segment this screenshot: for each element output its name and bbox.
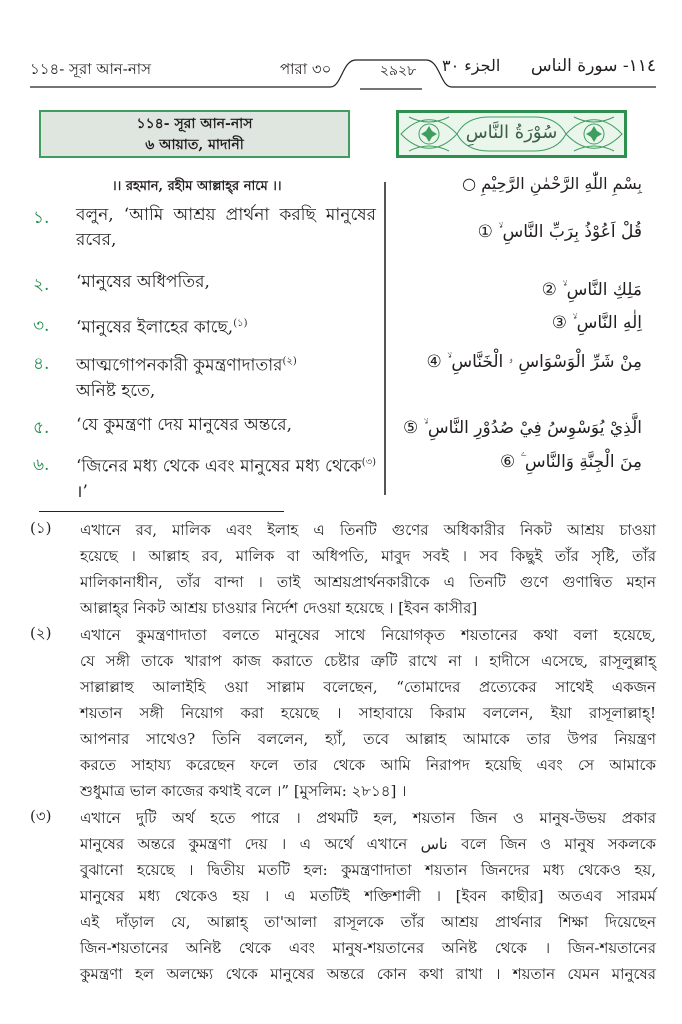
- ornamental-title-box: [396, 110, 627, 158]
- verse-text-cont: অনিষ্ট হতে,: [76, 380, 156, 401]
- verse-number: ২.: [33, 275, 50, 295]
- verse-arabic: مِنَ الْجِنَّةِ وَالنَّاسِ ۧ ⑥: [499, 452, 642, 472]
- surah-title: ১১৪- সূরা আন-নাস: [136, 116, 253, 132]
- footnote-number: (১): [30, 519, 52, 537]
- verse-number: ৪.: [33, 354, 50, 374]
- footnote-line: আল্লাহ্‌র নিকট আশ্রয় চাওয়ার নির্দেশ দেওয়া হয়েছে । [ইবন কাসীর]: [80, 599, 478, 617]
- ornamental-title-ar: سُوْرَةُ النَّاسِ: [465, 122, 558, 143]
- footnote-line: করতে সাহায্য করেছেন ফলে তার থেকে আমি নিরাপদ হয়েছি এবং সে আমাকে: [80, 756, 656, 774]
- footnote-line: শয়তান সঙ্গী নিয়োগ করা হয়েছে । সাহাবায়ে কিরাম বললেন, ইয়া রাসূলাল্লাহ্‌!: [80, 704, 656, 722]
- surah-info: ৬ আয়াত, মাদানী: [145, 137, 244, 153]
- header-surah-ar: ١١٤- سورة الناس: [530, 56, 656, 76]
- verse-translation: [76, 349, 376, 404]
- verse-text: ‘মানুষের অধিপতির,: [76, 272, 210, 292]
- header-surah-bn: ১১৪- সূরা আন-নাস: [30, 60, 152, 78]
- footnote-line: কুমন্ত্রণা হল অলক্ষ্যে থেকে মানুষের অন্তরে কোন কথা রাখা । শয়তান যেমন মানুষের: [80, 965, 656, 983]
- verse-translation: [76, 413, 376, 438]
- verse-number: ৫.: [33, 418, 50, 438]
- verse-text: বলুন, ‘আমি আশ্রয় প্রার্থনা করছি মানুষের রবের,: [76, 205, 376, 250]
- verse-translation: [76, 203, 376, 253]
- footnote-ref[interactable]: (৩): [361, 457, 376, 468]
- footnote-ref[interactable]: (১): [233, 318, 248, 329]
- column-divider: [384, 182, 386, 495]
- verse-arabic: اِلٰهِ النَّاسِ ۙ ③: [551, 313, 642, 333]
- footnote-line: এখানে দুটি অর্থ হতে পারে । প্রথমটি হল, শয়তান জিন ও মানুষ-উভয় প্রকার: [80, 809, 656, 827]
- footnote-line: শুধুমাত্র ভাল কাজের কথাই বলে ।” [মুসলিম: ২৮১৪] ।: [80, 782, 407, 800]
- footnote-line: এখানে কুমন্ত্রণাদাতা বলতে মানুষের সাথে নিয়োগকৃত শয়তানের কথা বলা হয়েছে,: [80, 626, 656, 644]
- footnote-line: মানুষের মধ্য থেকেও হয় । এ মতটিই শক্তিশালী । [ইবন কাছীর] অতএব সারমর্ম: [80, 887, 656, 905]
- verse-text: ‘জিনের মধ্য থেকে এবং মানুষের মধ্য থেকে: [76, 456, 362, 477]
- footnote-line: মালিকানাধীন, তাঁর বান্দা । তাই আশ্রয়প্রার্থনকারীকে এ তিনটি গুণে গুণান্বিত মহান: [80, 573, 656, 591]
- verse-arabic: الَّذِيْ يُوَسْوِسُ فِيْ صُدُوْرِ النَّاسِ ۙ ⑤: [403, 418, 642, 438]
- header-juz-ar: الجزء ٣٠: [442, 56, 501, 75]
- header-para: পারা ৩০: [280, 60, 332, 78]
- surah-title-box: [39, 110, 350, 158]
- verse-arabic: مِنْ شَرِّ الْوَسْوَاسِ ۥ الْخَنَّاسِ ۙ ④: [426, 352, 642, 372]
- verse-arabic: مَلِكِ النَّاسِ ۙ ②: [541, 280, 642, 300]
- footnote-ref[interactable]: (২): [282, 356, 297, 367]
- footnote-separator: [39, 511, 284, 512]
- footnote-line: এখানে রব, মালিক এবং ইলাহ এ তিনটি গুণের অধিকারীর নিকট আশ্রয় চাওয়া: [80, 521, 656, 539]
- footnote-line: বুঝানো হয়েছে । দ্বিতীয় মতটি হল: কুমন্ত্রণাদাতা শয়তান জিনদের মধ্য থেকেও হয়,: [80, 861, 656, 879]
- verse-text: আত্মগোপনকারী কুমন্ত্রণাদাতার: [76, 355, 283, 376]
- bismillah-ar: بِسْمِ اللّٰهِ الرَّحْمٰنِ الرَّحِيْمِ ○: [462, 174, 642, 193]
- verse-translation: [76, 311, 376, 341]
- footnote-line: সাল্লাল্লাহু আলাইহি ওয়া সাল্লাম বলেছেন, “তোমাদের প্রত্যেকের সাথেই একজন: [80, 678, 656, 696]
- footnote-line: আপনার সাথেও? তিনি বললেন, হ্যাঁ, তবে আল্লাহ আমাকে তার উপর নিয়ন্ত্রণ: [80, 730, 656, 748]
- footnote-line: যে সঙ্গী তাকে খারাপ কাজ করাতে চেষ্টার ত্রুটি রাখে না । হাদীসে এসেছে, রাসূলুল্লাহ্‌: [80, 652, 656, 670]
- verse-number: ৩.: [33, 316, 50, 336]
- verse-text: ‘যে কুমন্ত্রণা দেয় মানুষের অন্তরে,: [76, 415, 292, 435]
- verse-text-cont: ।’: [76, 481, 88, 502]
- verse-number: ৬.: [33, 455, 50, 475]
- verse-text: ‘মানুষের ইলাহের কাছে,: [76, 317, 234, 338]
- footnote-line: জিন-শয়তানের অনিষ্ট থেকে এবং মানুষ-শয়তানের অনিষ্ট থেকে । জিন-শয়তানের: [80, 939, 656, 957]
- verse-number: ১.: [33, 208, 50, 228]
- footnote-line: মানুষের অন্তরে কুমন্ত্রণা দেয় । এ অর্থে এখানে ناس বলে জিন ও মানুষ সকলকে: [80, 835, 656, 853]
- verse-translation: [76, 450, 376, 505]
- footnote-number: (২): [30, 624, 52, 642]
- bismillah-bn: ।। রহমান, রহীম আল্লাহ্‌র নামে ।।: [112, 179, 282, 194]
- footnote-line: এই দাঁড়াল যে, আল্লাহ্‌ তা'আলা রাসূলকে তাঁর আশ্রয় প্রার্থনার শিক্ষা দিয়েছেন: [80, 913, 656, 931]
- verse-translation: [76, 270, 376, 295]
- page-number: ২৯২৮: [379, 63, 417, 79]
- running-header: [30, 56, 656, 90]
- footnote-line: হয়েছে । আল্লাহ রব, মালিক বা অধিপতি, মাবুদ সবই । সব কিছুই তাঁর সৃষ্টি, তাঁর: [80, 547, 656, 565]
- footnote-number: (৩): [30, 807, 52, 825]
- verse-arabic: قُلْ اَعُوْذُ بِرَبِّ النَّاسِ ۙ ①: [477, 222, 642, 242]
